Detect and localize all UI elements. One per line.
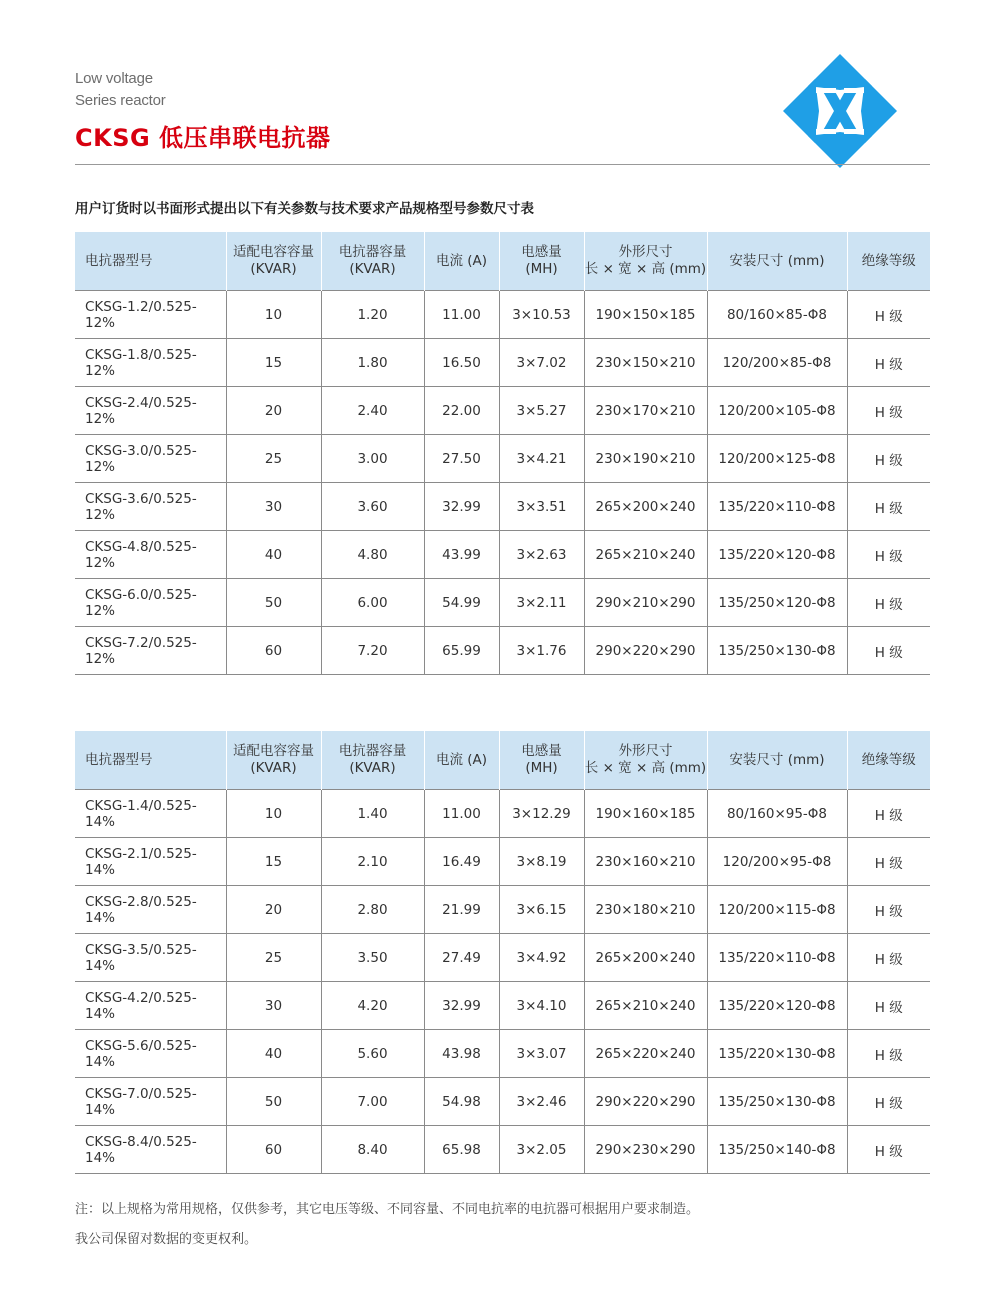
table-cell: 60: [226, 627, 321, 675]
table-cell: CKSG-1.8/0.525-12%: [75, 339, 226, 387]
table-cell: 1.80: [321, 339, 424, 387]
table-cell: 3×2.63: [499, 531, 584, 579]
table-cell: 40: [226, 531, 321, 579]
company-logo-icon: [781, 52, 899, 170]
table-cell: 135/220×120-Φ8: [707, 982, 847, 1030]
table-cell: H 级: [847, 982, 930, 1030]
table-cell: 3×2.05: [499, 1126, 584, 1174]
table-cell: 120/200×95-Φ8: [707, 838, 847, 886]
table-cell: 7.20: [321, 627, 424, 675]
table-cell: 54.98: [424, 1078, 499, 1126]
col-header: 电感量 (MH): [499, 232, 584, 291]
table-cell: 135/250×130-Φ8: [707, 1078, 847, 1126]
table-cell: 3×12.29: [499, 790, 584, 838]
table-cell: 32.99: [424, 982, 499, 1030]
col-header: 电抗器型号: [75, 232, 226, 291]
spec-table-12-percent: [75, 232, 930, 675]
table-row: [75, 982, 930, 1030]
table-cell: 1.40: [321, 790, 424, 838]
table-cell: H 级: [847, 435, 930, 483]
table-cell: 3×3.07: [499, 1030, 584, 1078]
table-cell: 3.50: [321, 934, 424, 982]
spec-table-14-percent: [75, 731, 930, 1174]
table-cell: 80/160×85-Φ8: [707, 291, 847, 339]
table-row: [75, 934, 930, 982]
table-cell: 20: [226, 886, 321, 934]
table-cell: 290×230×290: [584, 1126, 707, 1174]
table-row: [75, 291, 930, 339]
table-cell: H 级: [847, 291, 930, 339]
table-cell: 6.00: [321, 579, 424, 627]
table-cell: 3×1.76: [499, 627, 584, 675]
table-cell: 230×150×210: [584, 339, 707, 387]
table-cell: 230×160×210: [584, 838, 707, 886]
table-cell: H 级: [847, 1030, 930, 1078]
table-cell: 120/200×85-Φ8: [707, 339, 847, 387]
table-cell: 60: [226, 1126, 321, 1174]
table-cell: 21.99: [424, 886, 499, 934]
table-cell: 16.50: [424, 339, 499, 387]
table-header-row: [75, 731, 930, 790]
table-cell: 265×210×240: [584, 531, 707, 579]
table-cell: H 级: [847, 579, 930, 627]
table-cell: CKSG-3.0/0.525-12%: [75, 435, 226, 483]
table-row: [75, 435, 930, 483]
table-cell: 3×8.19: [499, 838, 584, 886]
table-cell: 135/220×120-Φ8: [707, 531, 847, 579]
table-cell: 135/250×140-Φ8: [707, 1126, 847, 1174]
table-cell: H 级: [847, 483, 930, 531]
table-cell: 30: [226, 483, 321, 531]
col-header: 外形尺寸 长 × 宽 × 高 (mm): [584, 232, 707, 291]
table-cell: 190×160×185: [584, 790, 707, 838]
table-cell: H 级: [847, 531, 930, 579]
table-cell: 50: [226, 579, 321, 627]
table-cell: 32.99: [424, 483, 499, 531]
col-header: 适配电容容量 (KVAR): [226, 731, 321, 790]
table-cell: H 级: [847, 886, 930, 934]
table-cell: 3×4.21: [499, 435, 584, 483]
table-cell: 265×200×240: [584, 934, 707, 982]
table-cell: 120/200×105-Φ8: [707, 387, 847, 435]
table-cell: CKSG-7.0/0.525-14%: [75, 1078, 226, 1126]
subtitle-line-1: Low voltage: [75, 70, 153, 87]
table-cell: H 级: [847, 1078, 930, 1126]
table-row: [75, 886, 930, 934]
table-cell: H 级: [847, 339, 930, 387]
table-cell: 3×3.51: [499, 483, 584, 531]
table-cell: 25: [226, 435, 321, 483]
table-cell: 135/220×110-Φ8: [707, 934, 847, 982]
table-cell: 230×170×210: [584, 387, 707, 435]
table-cell: 2.80: [321, 886, 424, 934]
table-row: [75, 627, 930, 675]
table-cell: 4.80: [321, 531, 424, 579]
table-cell: CKSG-2.1/0.525-14%: [75, 838, 226, 886]
table-row: [75, 579, 930, 627]
table-cell: 120/200×125-Φ8: [707, 435, 847, 483]
table-cell: 135/250×120-Φ8: [707, 579, 847, 627]
table-row: [75, 790, 930, 838]
col-header: 绝缘等级: [847, 731, 930, 790]
subtitle-line-2: Series reactor: [75, 92, 166, 109]
table-cell: 3.00: [321, 435, 424, 483]
table-cell: 3×4.10: [499, 982, 584, 1030]
table-cell: 65.98: [424, 1126, 499, 1174]
table-cell: CKSG-4.8/0.525-12%: [75, 531, 226, 579]
table-cell: 43.99: [424, 531, 499, 579]
table-cell: 120/200×115-Φ8: [707, 886, 847, 934]
table-row: [75, 387, 930, 435]
table-cell: 135/250×130-Φ8: [707, 627, 847, 675]
col-header: 安装尺寸 (mm): [707, 731, 847, 790]
table-cell: 135/220×110-Φ8: [707, 483, 847, 531]
table-cell: 2.40: [321, 387, 424, 435]
table-cell: 3×7.02: [499, 339, 584, 387]
rights-note: 我公司保留对数据的变更权利。: [75, 1232, 258, 1247]
table-row: [75, 838, 930, 886]
table-cell: 11.00: [424, 790, 499, 838]
table-cell: 65.99: [424, 627, 499, 675]
col-header: 电感量 (MH): [499, 731, 584, 790]
col-header: 安装尺寸 (mm): [707, 232, 847, 291]
table-cell: 3×6.15: [499, 886, 584, 934]
table-cell: CKSG-2.4/0.525-12%: [75, 387, 226, 435]
col-header: 电流 (A): [424, 731, 499, 790]
table-cell: 230×190×210: [584, 435, 707, 483]
table-cell: 11.00: [424, 291, 499, 339]
table-cell: 3×2.11: [499, 579, 584, 627]
table-cell: 230×180×210: [584, 886, 707, 934]
intro-text: 用户订货时以书面形式提出以下有关参数与技术要求产品规格型号参数尺寸表: [75, 201, 534, 217]
table-cell: 5.60: [321, 1030, 424, 1078]
page-title: CKSG 低压串联电抗器: [75, 124, 331, 152]
table-cell: 40: [226, 1030, 321, 1078]
table-cell: 27.49: [424, 934, 499, 982]
col-header: 外形尺寸 长 × 宽 × 高 (mm): [584, 731, 707, 790]
table-cell: 3×4.92: [499, 934, 584, 982]
table-cell: H 级: [847, 1126, 930, 1174]
table-cell: CKSG-4.2/0.525-14%: [75, 982, 226, 1030]
table-row: [75, 1030, 930, 1078]
table-cell: CKSG-7.2/0.525-12%: [75, 627, 226, 675]
table-cell: CKSG-1.2/0.525-12%: [75, 291, 226, 339]
table-row: [75, 1078, 930, 1126]
table-cell: CKSG-8.4/0.525-14%: [75, 1126, 226, 1174]
table-cell: 3×10.53: [499, 291, 584, 339]
col-header: 电抗器型号: [75, 731, 226, 790]
table-cell: 22.00: [424, 387, 499, 435]
table-cell: H 级: [847, 627, 930, 675]
table-cell: 3.60: [321, 483, 424, 531]
table-cell: 16.49: [424, 838, 499, 886]
table-cell: 190×150×185: [584, 291, 707, 339]
table-cell: 290×210×290: [584, 579, 707, 627]
table-row: [75, 483, 930, 531]
table-cell: 15: [226, 838, 321, 886]
table-cell: 80/160×95-Φ8: [707, 790, 847, 838]
table-cell: 8.40: [321, 1126, 424, 1174]
col-header: 电抗器容量 (KVAR): [321, 731, 424, 790]
table-cell: CKSG-5.6/0.525-14%: [75, 1030, 226, 1078]
table-cell: 50: [226, 1078, 321, 1126]
table-cell: 3×2.46: [499, 1078, 584, 1126]
table-cell: CKSG-6.0/0.525-12%: [75, 579, 226, 627]
table-cell: CKSG-3.5/0.525-14%: [75, 934, 226, 982]
table-cell: 1.20: [321, 291, 424, 339]
table-cell: CKSG-3.6/0.525-12%: [75, 483, 226, 531]
table-cell: H 级: [847, 838, 930, 886]
col-header: 绝缘等级: [847, 232, 930, 291]
table-cell: 20: [226, 387, 321, 435]
table-cell: 135/220×130-Φ8: [707, 1030, 847, 1078]
table-cell: 25: [226, 934, 321, 982]
table-cell: 10: [226, 790, 321, 838]
table-cell: 27.50: [424, 435, 499, 483]
col-header: 适配电容容量 (KVAR): [226, 232, 321, 291]
table-cell: 265×200×240: [584, 483, 707, 531]
table-cell: CKSG-2.8/0.525-14%: [75, 886, 226, 934]
footnote: 注：以上规格为常用规格，仅供参考，其它电压等级、不同容量、不同电抗率的电抗器可根据用户要求制造。: [75, 1202, 700, 1217]
table-cell: H 级: [847, 387, 930, 435]
table-cell: 290×220×290: [584, 627, 707, 675]
table-row: [75, 1126, 930, 1174]
table-cell: 3×5.27: [499, 387, 584, 435]
table-row: [75, 531, 930, 579]
table-cell: CKSG-1.4/0.525-14%: [75, 790, 226, 838]
table-cell: 54.99: [424, 579, 499, 627]
table-cell: 15: [226, 339, 321, 387]
table-cell: 4.20: [321, 982, 424, 1030]
table-cell: 265×210×240: [584, 982, 707, 1030]
table-cell: 2.10: [321, 838, 424, 886]
table-header-row: [75, 232, 930, 291]
table-cell: 43.98: [424, 1030, 499, 1078]
header-divider: [75, 164, 930, 165]
col-header: 电流 (A): [424, 232, 499, 291]
table-cell: 265×220×240: [584, 1030, 707, 1078]
table-row: [75, 339, 930, 387]
table-cell: 7.00: [321, 1078, 424, 1126]
col-header: 电抗器容量 (KVAR): [321, 232, 424, 291]
table-cell: 10: [226, 291, 321, 339]
table-cell: H 级: [847, 934, 930, 982]
table-cell: 30: [226, 982, 321, 1030]
table-cell: H 级: [847, 790, 930, 838]
table-cell: 290×220×290: [584, 1078, 707, 1126]
